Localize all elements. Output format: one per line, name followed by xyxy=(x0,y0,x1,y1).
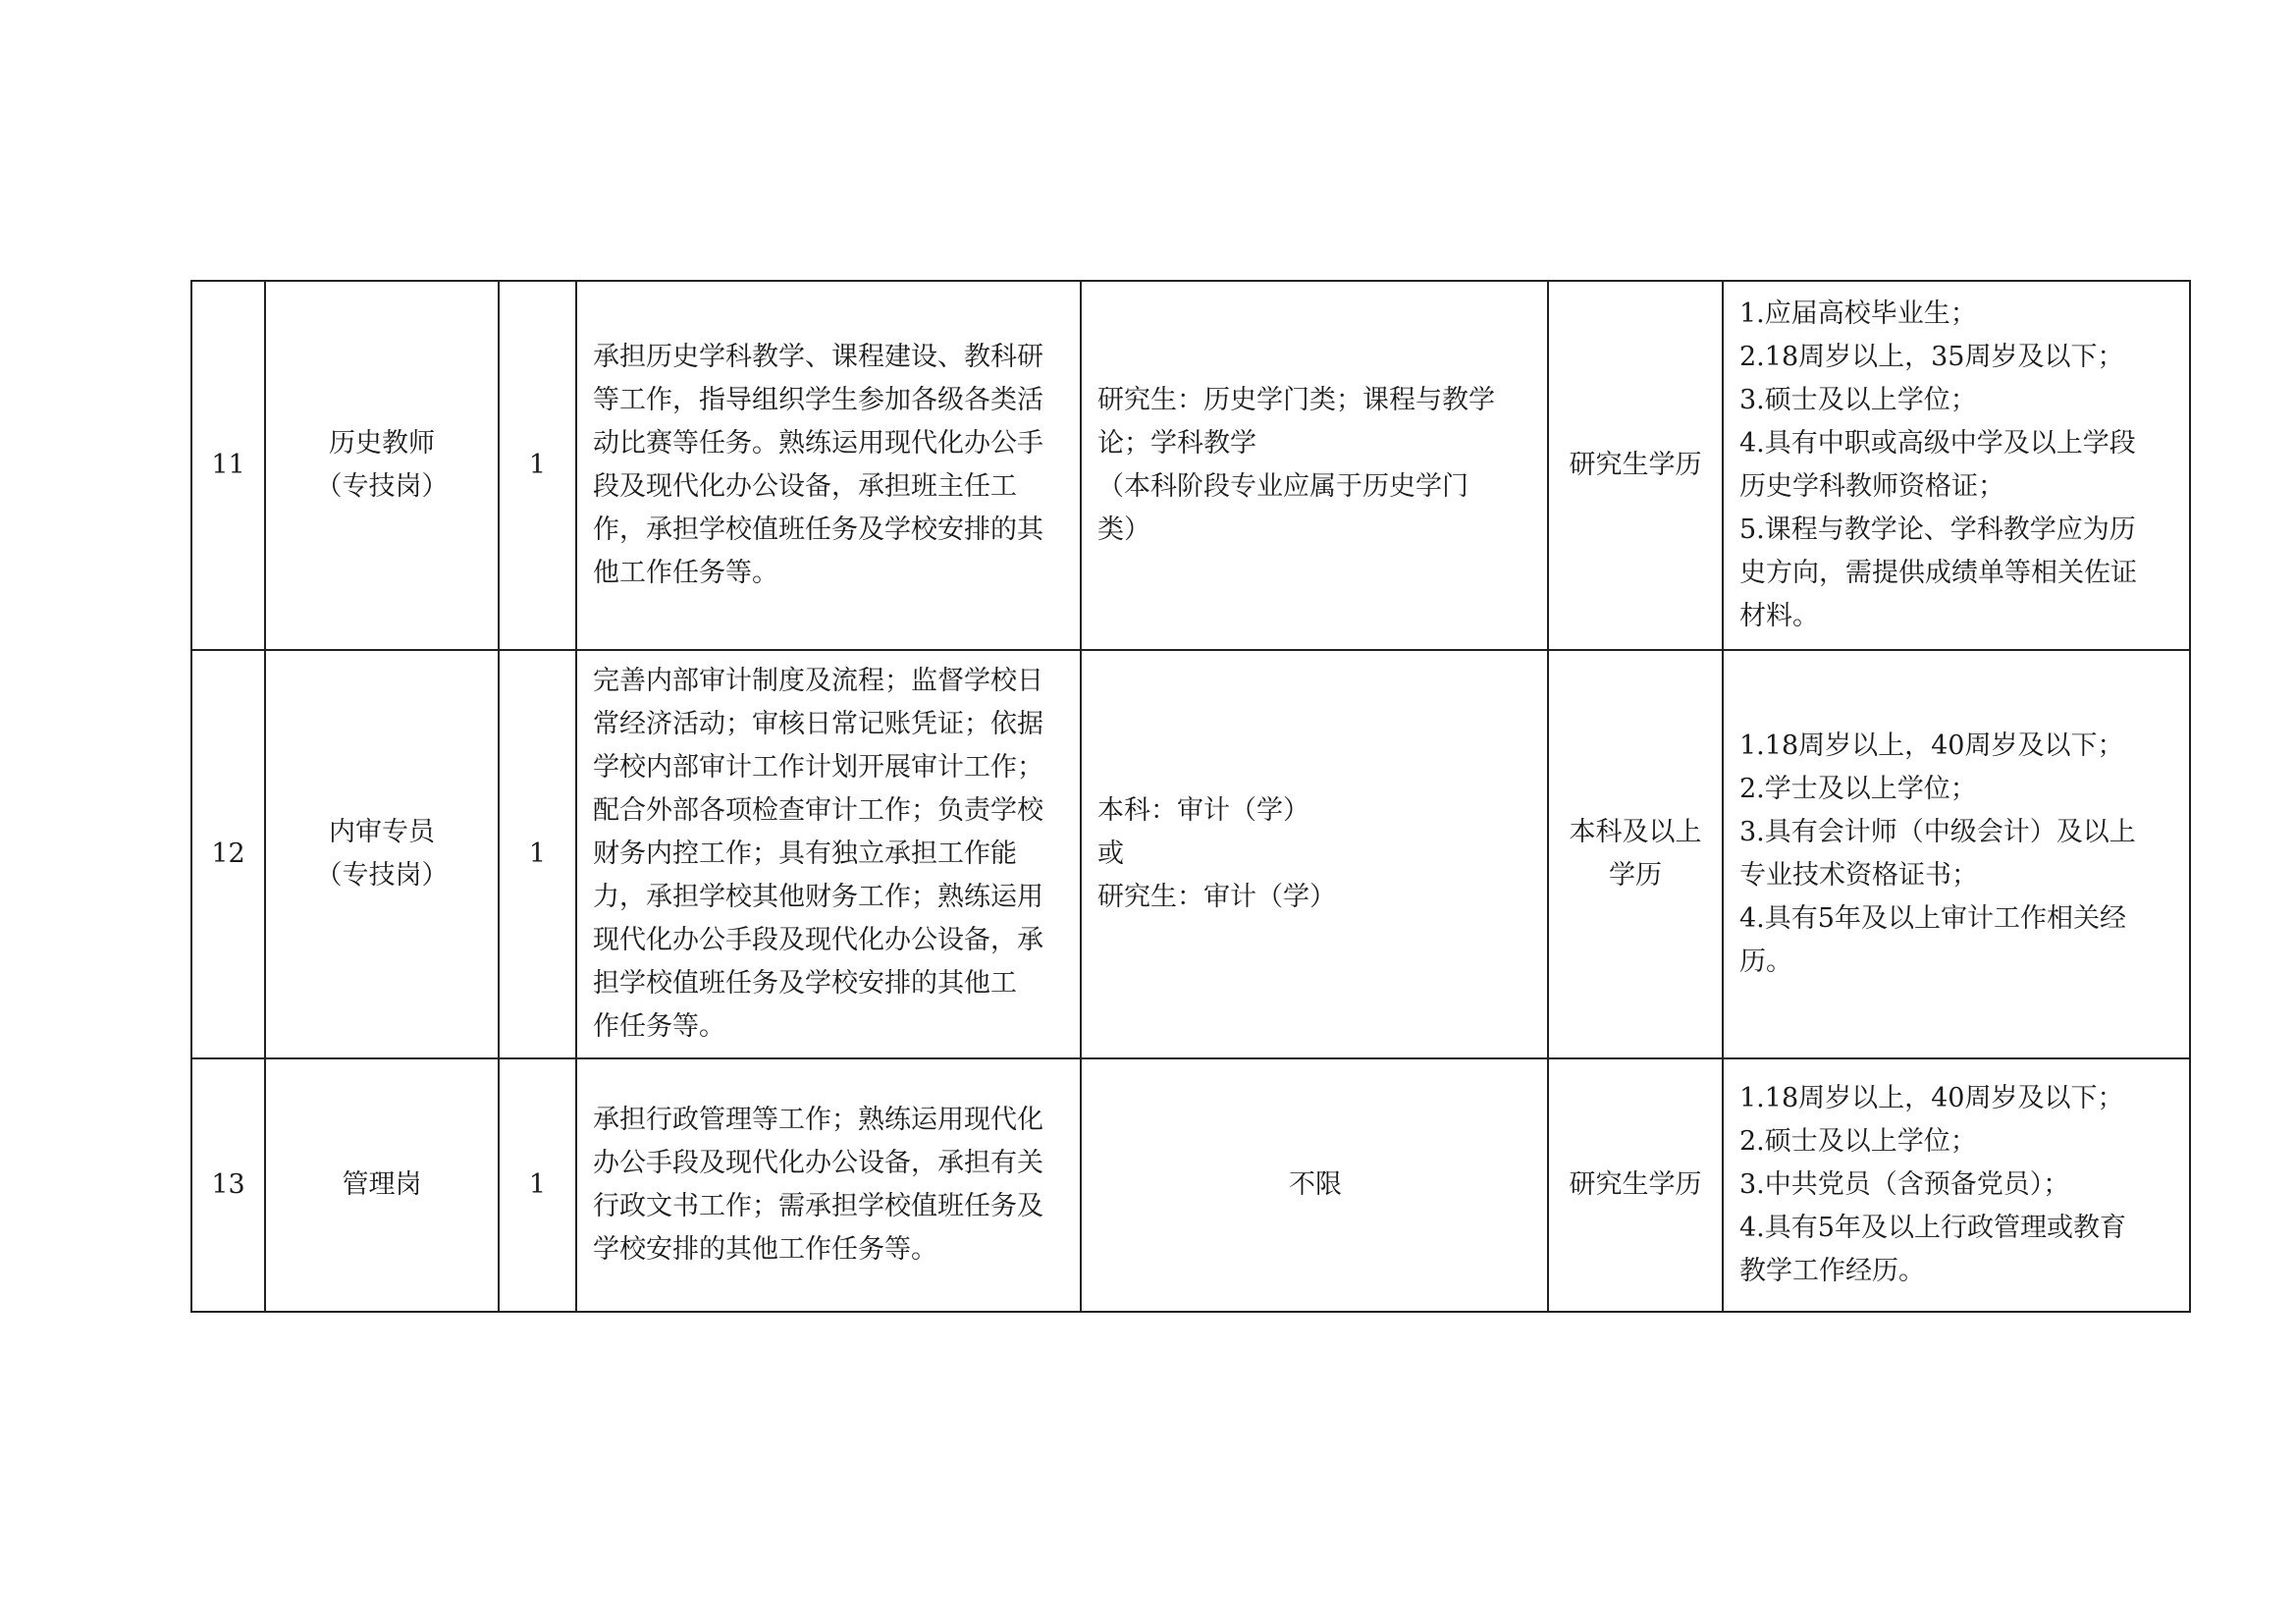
duty-line: 常经济活动；审核日常记账凭证；依据 xyxy=(593,709,1043,739)
duty-line: 配合外部各项检查审计工作；负责学校 xyxy=(593,795,1043,826)
duty-line: 他工作任务等。 xyxy=(593,558,778,588)
education-line: 研究生学历 xyxy=(1569,1169,1702,1200)
education-cell xyxy=(1548,650,1723,1058)
duty-cell xyxy=(576,650,1081,1058)
duty-line: 动比赛等任务。熟练运用现代化办公手 xyxy=(593,428,1043,459)
duty-line: 承担历史学科教学、课程建设、教科研 xyxy=(593,342,1043,372)
major-cell xyxy=(1081,650,1548,1058)
position-cell xyxy=(265,1058,499,1312)
duty-cell xyxy=(576,1058,1081,1312)
requirement-line: 专业技术资格证书； xyxy=(1739,860,1978,891)
duty-line: 现代化办公手段及现代化办公设备，承 xyxy=(593,925,1043,955)
position-cell xyxy=(265,281,499,650)
requirement-line: 教学工作经历。 xyxy=(1739,1256,1925,1286)
duty-cell xyxy=(576,281,1081,650)
position-name: 历史教师 xyxy=(329,428,435,459)
requirement-line: 4.具有5年及以上审计工作相关经 xyxy=(1739,903,2126,934)
requirement-line: 3.中共党员（含预备党员）； xyxy=(1739,1169,2070,1200)
position-type: （专技岗） xyxy=(315,860,449,891)
requirements-cell xyxy=(1723,650,2190,1058)
duty-line: 行政文书工作；需承担学校值班任务及 xyxy=(593,1191,1043,1221)
duty-line: 作任务等。 xyxy=(593,1011,725,1042)
requirement-line: 3.硕士及以上学位； xyxy=(1739,385,1977,415)
major-line: 论；学科教学 xyxy=(1097,428,1256,459)
position-name: 管理岗 xyxy=(342,1169,422,1200)
recruitment-table xyxy=(190,280,2191,1313)
major-line: 研究生：审计（学） xyxy=(1097,882,1336,912)
requirement-line: 历。 xyxy=(1739,947,1792,977)
requirements-cell xyxy=(1723,1058,2190,1312)
requirement-line: 材料。 xyxy=(1739,601,1819,631)
duty-line: 承担行政管理等工作；熟练运用现代化 xyxy=(593,1105,1043,1135)
duty-line: 作，承担学校值班任务及学校安排的其 xyxy=(593,514,1043,545)
row-number: 12 xyxy=(191,650,265,1058)
requirement-line: 2.学士及以上学位； xyxy=(1739,774,1977,804)
duty-line: 段及现代化办公设备，承担班主任工 xyxy=(593,471,1017,502)
requirement-line: 5.课程与教学论、学科教学应为历 xyxy=(1739,514,2136,545)
major-line: 或 xyxy=(1097,839,1124,869)
requirement-line: 3.具有会计师（中级会计）及以上 xyxy=(1739,817,2136,847)
requirement-line: 1.18周岁以上，40周岁及以下； xyxy=(1739,1083,2124,1113)
major-cell xyxy=(1081,281,1548,650)
education-cell xyxy=(1548,281,1723,650)
duty-line: 力，承担学校其他财务工作；熟练运用 xyxy=(593,882,1043,912)
headcount: 1 xyxy=(499,650,576,1058)
requirement-line: 2.硕士及以上学位； xyxy=(1739,1126,1977,1157)
row-number: 13 xyxy=(191,1058,265,1312)
table-row xyxy=(191,650,2190,1058)
headcount: 1 xyxy=(499,281,576,650)
duty-line: 学校内部审计工作计划开展审计工作； xyxy=(593,752,1043,783)
requirement-line: 2.18周岁以上，35周岁及以下； xyxy=(1739,342,2124,372)
duty-line: 完善内部审计制度及流程；监督学校日 xyxy=(593,666,1043,696)
major-line: 类） xyxy=(1097,514,1150,545)
duty-line: 等工作，指导组织学生参加各级各类活 xyxy=(593,385,1043,415)
position-cell xyxy=(265,650,499,1058)
education-cell xyxy=(1548,1058,1723,1312)
position-type: （专技岗） xyxy=(315,471,449,502)
requirement-line: 历史学科教师资格证； xyxy=(1739,471,2004,502)
major-cell xyxy=(1081,1058,1548,1312)
duty-line: 财务内控工作；具有独立承担工作能 xyxy=(593,839,1017,869)
requirement-line: 4.具有5年及以上行政管理或教育 xyxy=(1739,1213,2126,1243)
table-row xyxy=(191,281,2190,650)
table-row xyxy=(191,1058,2190,1312)
duty-line: 担学校值班任务及学校安排的其他工 xyxy=(593,968,1017,999)
education-line: 本科及以上 xyxy=(1569,817,1702,847)
headcount: 1 xyxy=(499,1058,576,1312)
requirement-line: 史方向，需提供成绩单等相关佐证 xyxy=(1739,558,2137,588)
major-line: 研究生：历史学门类；课程与教学 xyxy=(1097,385,1495,415)
education-line: 研究生学历 xyxy=(1569,450,1702,480)
duty-line: 办公手段及现代化办公设备，承担有关 xyxy=(593,1148,1043,1178)
requirement-line: 1.应届高校毕业生； xyxy=(1739,298,1977,329)
requirements-cell xyxy=(1723,281,2190,650)
education-line: 学历 xyxy=(1609,860,1662,891)
major-line: 不限 xyxy=(1289,1169,1342,1200)
requirement-line: 4.具有中职或高级中学及以上学段 xyxy=(1739,428,2136,459)
duty-line: 学校安排的其他工作任务等。 xyxy=(593,1234,937,1265)
requirement-line: 1.18周岁以上，40周岁及以下； xyxy=(1739,731,2124,761)
position-name: 内审专员 xyxy=(329,817,435,847)
major-line: 本科：审计（学） xyxy=(1097,795,1309,826)
row-number: 11 xyxy=(191,281,265,650)
major-line: （本科阶段专业应属于历史学门 xyxy=(1097,471,1468,502)
